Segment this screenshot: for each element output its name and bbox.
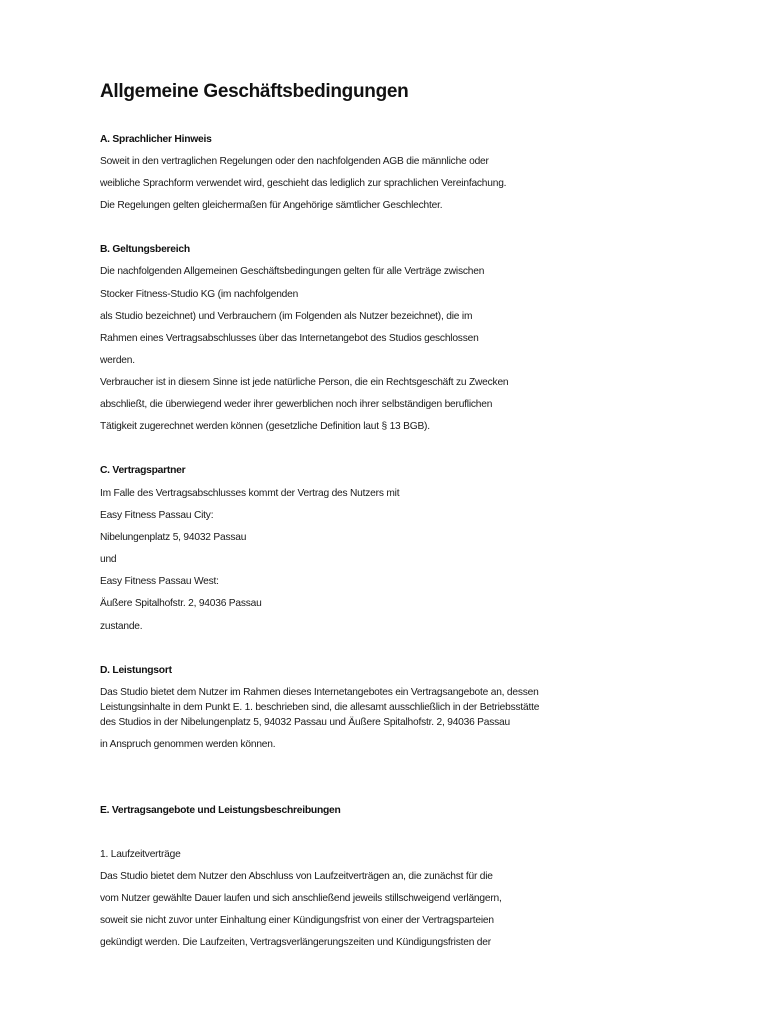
section-d-line: in Anspruch genommen werden können. [100, 739, 276, 750]
section-c-line: Easy Fitness Passau City: [100, 510, 214, 521]
section-b-line: werden. [100, 355, 135, 366]
section-c-address: Nibelungenplatz 5, 94032 Passau [100, 532, 247, 543]
section-b-line: als Studio bezeichnet) und Verbrauchern (im Folgenden als Nutzer bezeichnet), die im [100, 311, 473, 322]
section-c-address: Äußere Spitalhofstr. 2, 94036 Passau [100, 598, 262, 609]
section-c-line: und [100, 554, 117, 565]
section-d-line: des Studios in der Nibelungenplatz 5, 94032 Passau und Äußere Spitalhofstr. 2, 94036 Passau [100, 717, 510, 728]
page-title: Allgemeine Geschäftsbedingungen [100, 81, 409, 102]
section-b-line: Stocker Fitness-Studio KG (im nachfolgenden [100, 289, 299, 300]
section-e-line: gekündigt werden. Die Laufzeiten, Vertragsverlängerungszeiten und Kündigungsfristen der [100, 937, 491, 948]
section-c-line: zustande. [100, 621, 143, 632]
section-c-heading: C. Vertragspartner [100, 465, 186, 476]
section-e-heading: E. Vertragsangebote und Leistungsbeschreibungen [100, 805, 341, 816]
section-b-line: abschließt, die überwiegend weder ihrer gewerblichen noch ihrer selbständigen beruflichen [100, 399, 493, 410]
section-a-heading: A. Sprachlicher Hinweis [100, 134, 212, 145]
section-b-line: Rahmen eines Vertragsabschlusses über das Internetangebot des Studios geschlossen [100, 333, 479, 344]
section-b-line: Verbraucher ist in diesem Sinne ist jede natürliche Person, die ein Rechtsgeschäft zu Zwecken [100, 377, 509, 388]
section-e-subheading: 1. Laufzeitverträge [100, 849, 181, 860]
section-c-line: Easy Fitness Passau West: [100, 576, 219, 587]
section-d-line: Leistungsinhalte in dem Punkt E. 1. beschrieben sind, die allesamt ausschließlich in der Betriebsstätte [100, 702, 540, 713]
section-e-line: Das Studio bietet dem Nutzer den Abschluss von Laufzeitverträgen an, die zunächst für die [100, 871, 493, 882]
section-c-line: Im Falle des Vertragsabschlusses kommt der Vertrag des Nutzers mit [100, 488, 400, 499]
section-d-line: Das Studio bietet dem Nutzer im Rahmen dieses Internetangebotes ein Vertragsangebote an, dessen [100, 687, 539, 698]
section-a-line: Die Regelungen gelten gleichermaßen für Angehörige sämtlicher Geschlechter. [100, 200, 443, 211]
section-a-line: Soweit in den vertraglichen Regelungen oder den nachfolgenden AGB die männliche oder [100, 156, 489, 167]
section-a-line: weibliche Sprachform verwendet wird, geschieht das lediglich zur sprachlichen Vereinfachung. [100, 178, 507, 189]
section-e-line: vom Nutzer gewählte Dauer laufen und sich anschließend jeweils stillschweigend verlängern, [100, 893, 502, 904]
section-b-heading: B. Geltungsbereich [100, 244, 190, 255]
section-b-line: Die nachfolgenden Allgemeinen Geschäftsbedingungen gelten für alle Verträge zwischen [100, 266, 485, 277]
section-d-heading: D. Leistungsort [100, 665, 172, 676]
section-b-line: Tätigkeit zugerechnet werden können (gesetzliche Definition laut § 13 BGB). [100, 421, 430, 432]
section-e-line: soweit sie nicht zuvor unter Einhaltung einer Kündigungsfrist von einer der Vertragsparteien [100, 915, 494, 926]
